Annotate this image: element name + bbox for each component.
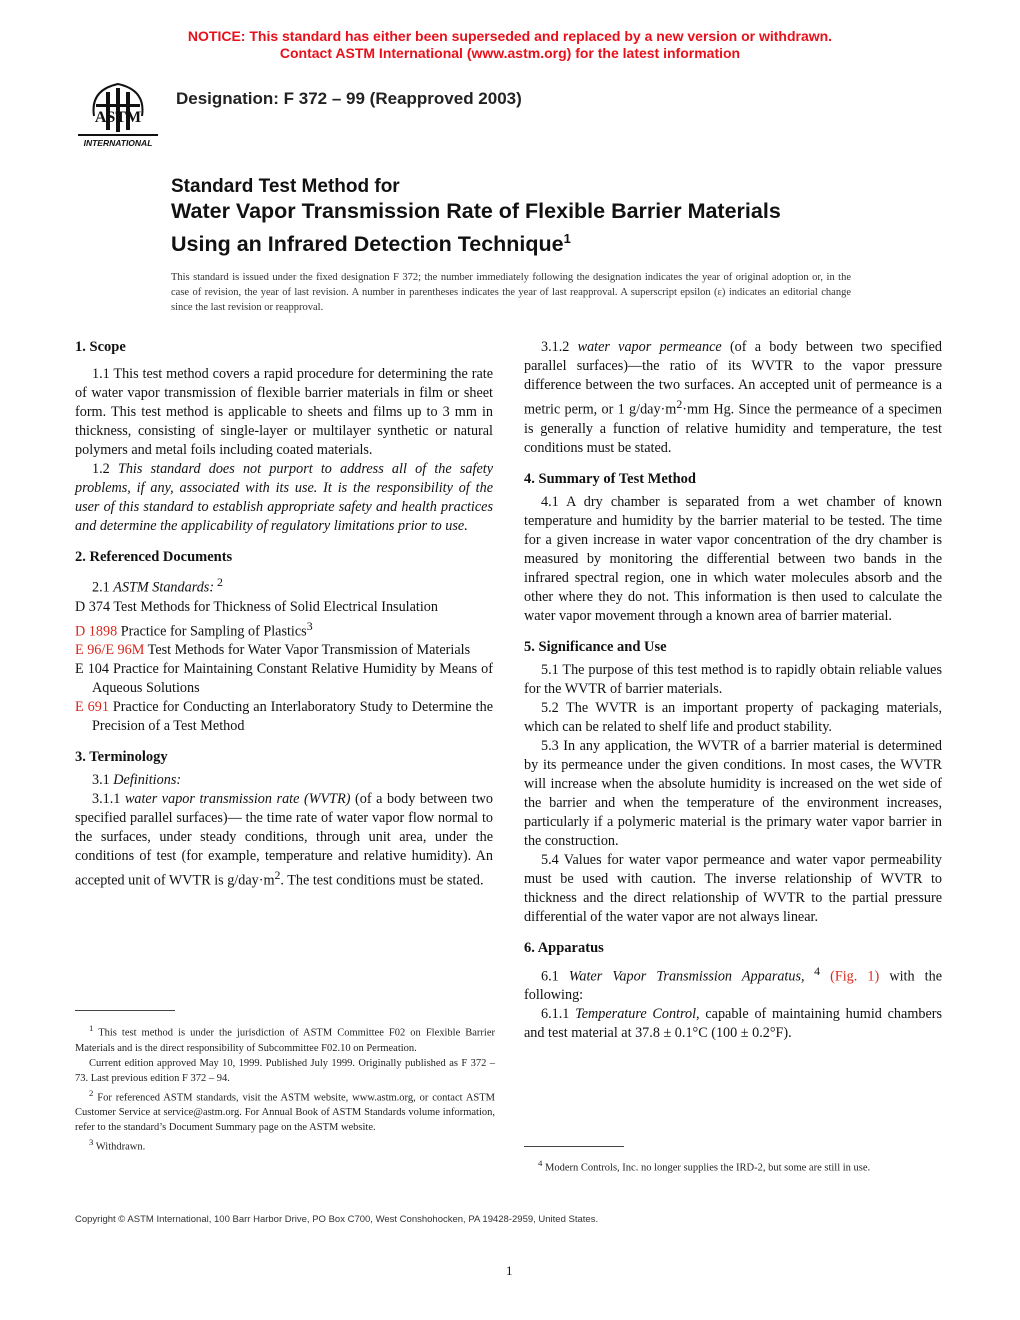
term-wvtr: water vapor transmission rate (WVTR) xyxy=(124,791,351,808)
ref-item-e691 xyxy=(75,698,493,736)
para-6-1-1-italic: Temperature Control xyxy=(575,1006,697,1023)
para-3-1-1-num: 3.1.1 xyxy=(92,791,125,808)
footnotes-right xyxy=(524,1156,944,1176)
para-5-4: 5.4 Values for water vapor permeance and water vapor permeability must be used with caution. The inverse relationship of WVTR to thickness and the direct relationship of WVTR to the partial pressure differential of the water vapor are not always linear. xyxy=(524,851,942,925)
para-2-1-text: ASTM Standards: xyxy=(113,579,215,596)
fn-text: Withdrawn. xyxy=(93,1141,146,1153)
para-1-2-num: 1.2 xyxy=(92,461,118,477)
fn-mark: 3 xyxy=(89,1137,94,1147)
para-6-1-1 xyxy=(524,1005,942,1043)
para-6-1-sup: 4 xyxy=(804,963,820,978)
para-6-1-tail: with the following: xyxy=(524,968,942,1004)
notice-banner xyxy=(0,28,1020,62)
title-line-1: Standard Test Method for xyxy=(171,176,400,197)
para-3-1-1-sup: 2 xyxy=(274,868,281,883)
para-3-1-2-num: 3.1.2 xyxy=(541,339,578,355)
section-1-heading: 1. Scope xyxy=(75,339,126,355)
title-footnote-mark: 1 xyxy=(563,231,571,246)
ref-item-d374 xyxy=(75,598,493,617)
para-6-1 xyxy=(524,962,942,1006)
ref-title: Practice for Sampling of Plastics xyxy=(117,623,307,640)
section-4-heading: 4. Summary of Test Method xyxy=(524,470,696,487)
para-2-1-sup: 2 xyxy=(214,575,223,589)
para-2-1-num: 2.1 xyxy=(92,579,114,596)
para-3-1-1-tail: . The test conditions must be stated. xyxy=(280,873,484,890)
section-2-heading: 2. Referenced Documents xyxy=(75,549,233,565)
ref-item-e96 xyxy=(75,641,493,660)
footnote-rule-right xyxy=(524,1146,624,1147)
footnote-4 xyxy=(524,1156,944,1176)
notice-line-1: NOTICE: This standard has either been superseded and replaced by a new version or withdrawn. xyxy=(187,28,833,44)
para-1-1: 1.1 This test method covers a rapid procedure for determining the rate of water vapor transmission of flexible barrier materials in film or sheet form. This test method is applicable to sheets and films up to 3 mm in thickness, consisting of single-layer or multilayer synthetic or natural polymers and metal foils including coated materials. xyxy=(75,366,493,458)
title-line-3 xyxy=(171,225,951,258)
footnote-3 xyxy=(75,1135,495,1155)
fig-1-link[interactable]: (Fig. 1) xyxy=(830,968,880,985)
title-line-2: Water Vapor Transmission Rate of Flexible Barrier Materials xyxy=(171,199,781,223)
logo-subtitle: INTERNATIONAL xyxy=(83,138,153,148)
fn-text: Modern Controls, Inc. no longer supplies the IRD-2, but some are still in use. xyxy=(542,1162,871,1174)
astm-logo xyxy=(76,76,160,148)
designation: Designation: F 372 – 99 (Reapproved 2003) xyxy=(176,89,522,108)
left-column xyxy=(75,338,493,891)
ref-code: D 374 xyxy=(75,598,111,615)
fn-mark: 1 xyxy=(89,1023,94,1033)
para-6-1-italic: Water Vapor Transmission Apparatus, xyxy=(568,968,805,985)
para-3-1-2-tail: ·mm Hg. Since the permeance of a specimen is generally a function of relative humidity and temperature, the test conditions must be stated. xyxy=(524,401,942,456)
section-5-heading: 5. Significance and Use xyxy=(524,638,667,655)
term-permeance: water vapor permeance xyxy=(577,339,722,355)
para-6-1-1-text: , capable of maintaining humid chambers and test material at 37.8 ± 0.1°C (100 ± 0.2°F). xyxy=(524,1006,942,1042)
fn-text: For referenced ASTM standards, visit the ASTM website, www.astm.org, or contact ASTM Customer Service at service@astm.org. For Annual Book of ASTM Standards volume information, refer to the standard’s Document Summary page on the ASTM website. xyxy=(75,1092,495,1133)
notice-line-2: Contact ASTM International (www.astm.org) for the latest information xyxy=(279,45,741,61)
para-3-1-2 xyxy=(524,338,942,458)
ref-title: Practice for Maintaining Constant Relative Humidity by Means of Aqueous Solutions xyxy=(92,661,493,697)
para-5-2: 5.2 The WVTR is an important property of packaging materials, which can be related to shelf life and product stability. xyxy=(524,699,942,735)
issue-note: This standard is issued under the fixed designation F 372; the number immediately following the designation indicates the year of original adoption or, in the case of revision, the year of last revision. A number in parentheses indicates the year of last reapproval. A superscript epsilon (ε) indicates an editorial change since the last revision or reapproval. xyxy=(171,272,851,313)
para-3-1-2-sup: 2 xyxy=(676,397,683,411)
para-2-1 xyxy=(75,573,493,598)
para-3-1-1 xyxy=(75,790,493,891)
para-4-1: 4.1 A dry chamber is separated from a wet chamber of known temperature and humidity by the barrier material to be tested. The time for a given increase in water vapor concentration of the dry chamber is measured by monitoring the differential between two bands in the infrared spectral region, one in which water molecules absorb and the other where they do not. This information is then used to calculate the water vapor movement through a known area of barrier material. xyxy=(524,493,942,624)
copyright: Copyright © ASTM International, 100 Barr Harbor Drive, PO Box C700, West Conshohocken, PA 19428-2959, United States. xyxy=(75,1214,599,1225)
footnote-1 xyxy=(75,1021,495,1056)
para-1-2-text: This standard does not purport to address all of the safety problems, if any, associated with its use. It is the responsibility of the user of this standard to establish appropriate safety and health practices and determine the applicability of regulatory limitations prior to use. xyxy=(75,461,493,534)
page-number: 1 xyxy=(506,1263,513,1278)
fn-mark: 4 xyxy=(538,1158,543,1168)
title-line-3-text: Using an Infrared Detection Technique xyxy=(171,232,564,257)
fn-mark: 2 xyxy=(89,1087,94,1098)
para-3-1-1-text: (of a body between two specified parallel surfaces)— the time rate of water vapor flow normal to the surfaces, under steady conditions, through unit area, under the conditions of test (for example, temperature and relative humidity). An accepted unit of WVTR is g/day·m xyxy=(75,791,494,890)
para-6-1-num: 6.1 xyxy=(541,968,569,985)
para-5-3: 5.3 In any application, the WVTR of a barrier material is determined by its permeance under the given conditions. In most cases, the WVTR will increase when the absolute humidity is increased on the wet side of the barrier and when the temperature of the environment increases, particularly if a polymeric material is the primary water vapor barrier in the construction. xyxy=(524,737,942,849)
para-6-1-1-num: 6.1.1 xyxy=(541,1006,576,1023)
fn-text: This test method is under the jurisdiction of ASTM Committee F02 on Flexible Barrier Materials and is the direct responsibility of Subcommittee F02.10 on Permeation. xyxy=(75,1027,495,1054)
para-3-1-num: 3.1 xyxy=(92,772,114,789)
para-1-2 xyxy=(75,460,493,536)
para-5-1: 5.1 The purpose of this test method is to rapidly obtain reliable values for the WVTR of barrier materials. xyxy=(524,661,942,697)
ref-link-e96[interactable]: E 96/E 96M xyxy=(75,642,145,659)
ref-sup: 3 xyxy=(306,618,313,633)
ref-item-d1898 xyxy=(75,617,493,642)
ref-link-d1898[interactable]: D 1898 xyxy=(75,623,118,640)
ref-title: Test Methods for Water Vapor Transmission of Materials xyxy=(144,642,471,659)
ref-title: Test Methods for Thickness of Solid Electrical Insulation xyxy=(110,598,438,615)
ref-code: E 104 xyxy=(75,661,109,678)
title-block xyxy=(171,176,951,258)
logo-text: ASTM xyxy=(94,109,142,126)
footnote-rule-left xyxy=(75,1010,175,1011)
section-6-heading: 6. Apparatus xyxy=(524,939,604,956)
ref-title: Practice for Conducting an Interlaboratory Study to Determine the Precision of a Test Method xyxy=(92,699,493,735)
footnote-2 xyxy=(75,1086,495,1136)
footnotes-left xyxy=(75,1021,495,1155)
ref-item-e104 xyxy=(75,660,493,698)
para-3-1-2-text: (of a body between two specified parallel surfaces)—the ratio of its WVTR to the vapor pressure difference between the two surfaces. An accepted unit of permeance is a metric perm, or 1 g/day·m xyxy=(524,339,943,418)
footnote-1b: Current edition approved May 10, 1999. Published July 1999. Originally published as F 372 – 73. Last previous edition F 372 – 94. xyxy=(75,1057,495,1084)
para-3-1-text: Definitions: xyxy=(113,772,182,789)
section-3-heading: 3. Terminology xyxy=(75,749,168,766)
right-column xyxy=(524,338,942,1043)
ref-link-e691[interactable]: E 691 xyxy=(75,699,109,716)
para-3-1 xyxy=(75,771,493,790)
